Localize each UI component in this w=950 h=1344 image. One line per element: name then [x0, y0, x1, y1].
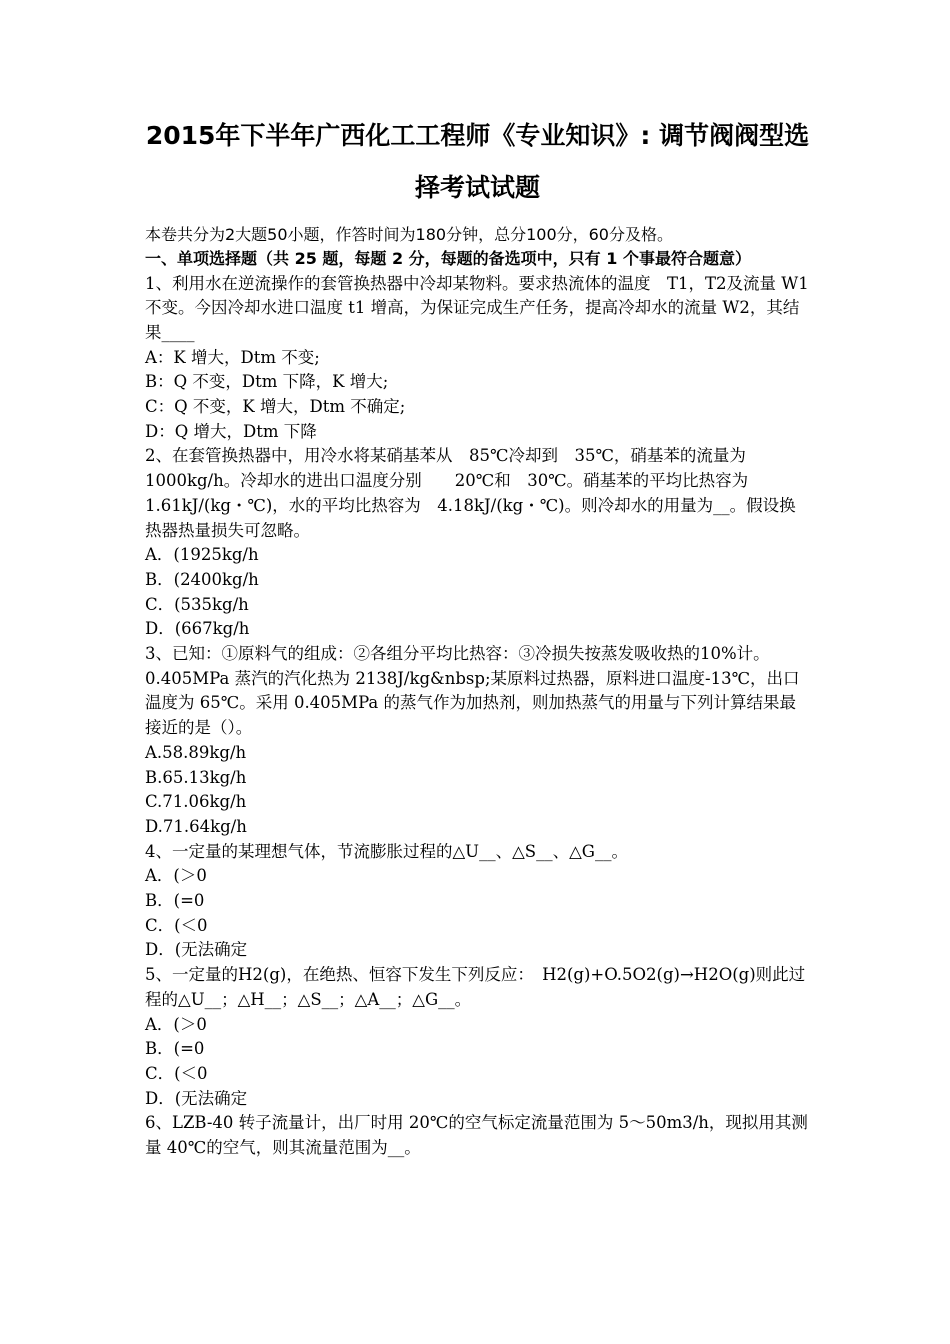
document-title-line-1: 2015年下半年广西化工工程师《专业知识》: 调节阀阀型选	[145, 121, 810, 150]
option-item: D.71.64kg/h	[145, 816, 247, 836]
option-item: D．(无法确定	[145, 1088, 248, 1108]
option-item: A．(＞0	[145, 1014, 207, 1034]
document-page	[145, 0, 810, 1161]
option-item: B．(=0	[145, 891, 205, 911]
option-item: A：K 增大，Dtm 不变;	[145, 347, 320, 367]
option-item: D：Q 增大，Dtm 下降	[145, 421, 317, 441]
option-item: A．(＞0	[145, 866, 207, 886]
question-block	[145, 642, 810, 840]
question-block	[145, 963, 810, 1111]
option-item: D．(667kg/h	[145, 619, 250, 639]
question-stem: 1、利用水在逆流操作的套管换热器中冷却某物料。要求热流体的温度 T1，T2及流量 W1 不变。今因冷却水进口温度 t1 增高，为保证完成生产任务，提高冷却水的流量 W2，其结果____	[145, 273, 809, 342]
option-item: C.71.06kg/h	[145, 792, 247, 812]
option-item: B：Q 不变，Dtm 下降，K 增大;	[145, 372, 389, 392]
question-block	[145, 444, 810, 642]
document-title-line-2: 择考试试题	[414, 173, 540, 202]
question-stem: 3、已知：①原料气的组成：②各组分平均比热容：③冷损失按蒸发吸收热的10%计。0.405MPa 蒸汽的汽化热为 2138J/kg&nbsp;某原料过热器，原料进口温度-13℃，出口温度为 65℃。采用 0.405MPa 的蒸气作为加热剂，则加热蒸气的用量与下列计算结果最接近的是（）。	[145, 644, 800, 738]
question-block	[145, 1111, 810, 1160]
question-stem: 2、在套管换热器中，用冷水将某硝基苯从 85℃冷却到 35℃，硝基苯的流量为1000kg/h。冷却水的进出口温度分别 20℃和 30℃。硝基苯的平均比热容为1.61kJ/(kg・℃)，水的平均比热容为 4.18kJ/(kg・℃)。则冷却水的用量为__。假设换热器热量损失可忽略。	[145, 446, 796, 540]
question-stem: 4、一定量的某理想气体，节流膨胀过程的△U__、△S__、△G__。	[145, 841, 628, 861]
option-item: B．(2400kg/h	[145, 569, 259, 589]
question-stem: 5、一定量的H2(g)，在绝热、恒容下发生下列反应： H2(g)+O.5O2(g)→H2O(g)则此过程的△U__；△H__；△S__；△A__；△G__。	[145, 965, 806, 1009]
option-item: C．(＜0	[145, 915, 208, 935]
question-block	[145, 272, 810, 445]
option-item: B．(=0	[145, 1039, 205, 1059]
section-heading: 一、单项选择题（共 25 题，每题 2 分，每题的备选项中，只有 1 个事最符合题意）	[145, 249, 751, 268]
option-item: C．(535kg/h	[145, 594, 249, 614]
question-block	[145, 840, 810, 964]
question-stem: 6、LZB-40 转子流量计，出厂时用 20℃的空气标定流量范围为 5～50m3/h，现拟用其测量 40℃的空气，则其流量范围为__。	[145, 1113, 808, 1158]
option-item: C．(＜0	[145, 1064, 208, 1083]
option-item: D．(无法确定	[145, 940, 248, 960]
option-item: A.58.89kg/h	[145, 742, 247, 762]
exam-intro: 本卷共分为2大题50小题，作答时间为180分钟，总分100分，60分及格。	[145, 225, 673, 244]
option-item: B.65.13kg/h	[145, 767, 247, 787]
option-item: A．(1925kg/h	[145, 545, 259, 565]
option-item: C：Q 不变，K 增大，Dtm 不确定;	[145, 397, 406, 417]
